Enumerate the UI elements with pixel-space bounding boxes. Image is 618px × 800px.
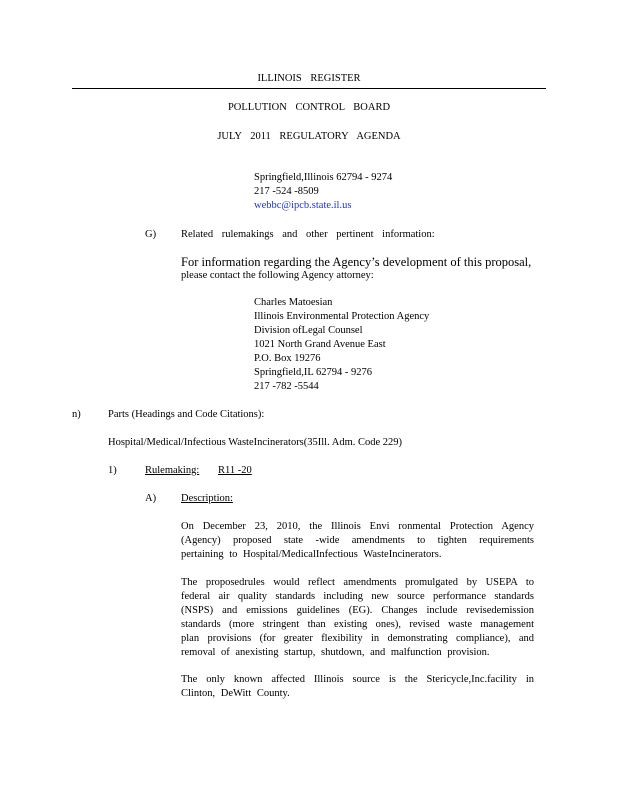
agency-info-line: For information regarding the Agency’s development of this proposal, <box>181 255 532 269</box>
section-n-citation: Hospital/Medical/Infectious WasteIncinerators(35Ill. Adm. Code 229) <box>108 437 403 448</box>
section-g-text: Related rulemakings and other pertinent information: <box>181 229 435 240</box>
contact-email-link[interactable]: webbc@ipcb.state.il.us <box>254 200 352 211</box>
description-paragraph-3: The only known affected Illinois source is the Stericycle,Inc.facility in Clinton, DeWitt County. <box>181 674 534 699</box>
description-paragraph-1: On December 23, 2010, the Illinois Envi ronmental Protection Agency (Agency) proposed state -wide amendments to tighten requirements pertaining to Hospital/MedicalInfectious WasteIncinerators. <box>181 521 534 560</box>
attorney-box: P.O. Box 19276 <box>254 353 321 364</box>
board-title: POLLUTION CONTROL BOARD <box>227 102 391 113</box>
attorney-division: Division ofLegal Counsel <box>254 325 363 336</box>
contact-phone: 217 -524 -8509 <box>254 186 319 197</box>
header-rule <box>72 88 546 89</box>
contact-city: Springfield,Illinois 62794 - 9274 <box>254 172 393 183</box>
contact-line: please contact the following Agency attorney: <box>181 270 374 281</box>
agenda-title: JULY 2011 REGULATORY AGENDA <box>217 131 401 142</box>
description-title: Description: <box>181 493 233 504</box>
rulemaking-number: 1) <box>108 465 117 476</box>
attorney-phone: 217 -782 -5544 <box>254 381 319 392</box>
rulemaking-label: Rulemaking: <box>145 465 200 476</box>
register-title: ILLINOIS REGISTER <box>257 73 361 84</box>
description-paragraph-2: The proposedrules would reflect amendments promulgated by USEPA to federal air quality standards including new source performance standards (NSPS) and emissions guidelines (EG). Changes include revisedemission standards (more stringent than existing ones), revised waste management plan provisions (for greater flexibility in demonstrating compliance), and removal of anexisting startup, shutdown, and malfunction provision. <box>181 577 534 658</box>
attorney-street: 1021 North Grand Avenue East <box>254 339 386 350</box>
attorney-city: Springfield,IL 62794 - 9276 <box>254 367 373 378</box>
rulemaking-value: R11 -20 <box>218 465 252 476</box>
section-g-label: G) <box>145 229 157 240</box>
description-label: A) <box>145 493 157 504</box>
attorney-agency: Illinois Environmental Protection Agency <box>254 311 430 322</box>
attorney-name: Charles Matoesian <box>254 297 333 308</box>
section-n-label: n) <box>72 409 81 420</box>
section-n-text: Parts (Headings and Code Citations): <box>108 409 265 420</box>
